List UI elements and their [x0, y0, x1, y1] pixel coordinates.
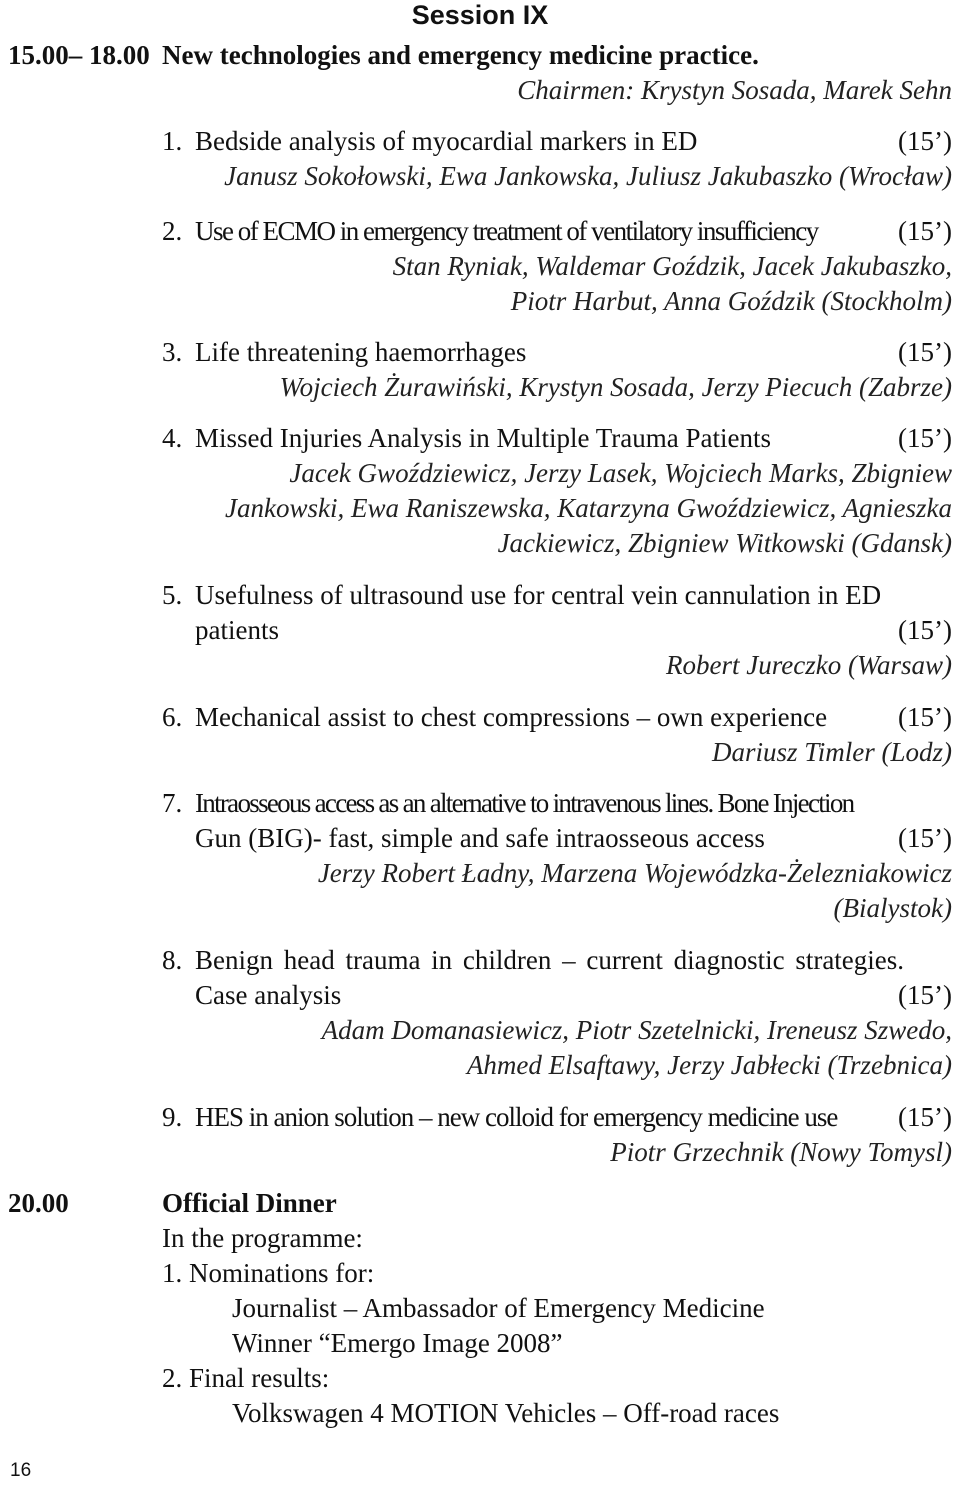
- talk-title: Bedside analysis of myocardial markers in ED: [195, 126, 698, 156]
- page-number: 16: [10, 1460, 32, 1481]
- talk-authors: (Bialystok): [833, 893, 952, 923]
- talk-authors: Wojciech Żurawiński, Krystyn Sosada, Jerzy Piecuch (Zabrze): [279, 372, 952, 402]
- session-time: 15.00– 18.00: [8, 40, 150, 70]
- session-topic: New technologies and emergency medicine practice.: [162, 40, 759, 70]
- talk-title: Life threatening haemorrhages: [195, 337, 527, 367]
- talk-authors: Dariusz Timler (Lodz): [711, 737, 952, 767]
- dinner-item-label: 2. Final results:: [162, 1363, 330, 1393]
- talk-duration: (15’): [898, 823, 952, 853]
- talk-title: Gun (BIG)- fast, simple and safe intraosseous access: [195, 823, 765, 853]
- talk-authors: Jackiewicz, Zbigniew Witkowski (Gdansk): [497, 528, 952, 558]
- session-title: Session IX: [411, 0, 549, 30]
- dinner-item-line: Volkswagen 4 MOTION Vehicles – Off-road races: [232, 1398, 780, 1428]
- talk-duration: (15’): [898, 126, 952, 156]
- talk-title: patients: [195, 615, 279, 645]
- dinner-intro: In the programme:: [162, 1223, 363, 1253]
- chairmen: Chairmen: Krystyn Sosada, Marek Sehn: [517, 75, 952, 105]
- talk-number: 6.: [162, 702, 183, 732]
- dinner-item-label: 1. Nominations for:: [162, 1258, 375, 1288]
- talk-authors: Ahmed Elsaftawy, Jerzy Jabłecki (Trzebnica): [466, 1050, 952, 1080]
- talk-authors: Adam Domanasiewicz, Piotr Szetelnicki, Ireneusz Szwedo,: [321, 1015, 952, 1045]
- talk-duration: (15’): [898, 216, 952, 246]
- talk-title: Usefulness of ultrasound use for central vein cannulation in ED: [195, 580, 882, 610]
- talk-title: Missed Injuries Analysis in Multiple Trauma Patients: [195, 423, 772, 453]
- talk-number: 1.: [162, 126, 183, 156]
- talk-authors: Piotr Grzechnik (Nowy Tomysl): [610, 1137, 952, 1167]
- talk-number: 2.: [162, 216, 183, 246]
- talk-title: Mechanical assist to chest compressions – own experience: [195, 702, 828, 732]
- talk-duration: (15’): [898, 615, 952, 645]
- talk-title: HES in anion solution – new colloid for emergency medicine use: [195, 1102, 838, 1132]
- dinner-item-line: Journalist – Ambassador of Emergency Medicine: [232, 1293, 765, 1323]
- dinner-time: 20.00: [8, 1188, 69, 1218]
- talk-authors: Piotr Harbut, Anna Goździk (Stockholm): [510, 286, 952, 316]
- talk-authors: Jerzy Robert Ładny, Marzena Wojewódzka-Żelezniakowicz: [317, 858, 952, 888]
- dinner-title: Official Dinner: [162, 1188, 337, 1218]
- talk-duration: (15’): [898, 337, 952, 367]
- talk-title: Benign head trauma in children – current diagnostic strategies.: [195, 945, 905, 975]
- talk-number: 4.: [162, 423, 183, 453]
- talk-duration: (15’): [898, 1102, 952, 1132]
- talk-number: 7.: [162, 788, 183, 818]
- dinner-item-line: Winner “Emergo Image 2008”: [232, 1328, 563, 1358]
- talk-title: Case analysis: [195, 980, 342, 1010]
- talk-number: 3.: [162, 337, 183, 367]
- talk-title: Use of ECMO in emergency treatment of ventilatory insufficiency: [195, 216, 818, 246]
- talk-number: 9.: [162, 1102, 183, 1132]
- talk-duration: (15’): [898, 423, 952, 453]
- talk-authors: Jacek Gwoździewicz, Jerzy Lasek, Wojciech Marks, Zbigniew: [289, 458, 952, 488]
- talk-duration: (15’): [898, 980, 952, 1010]
- talk-authors: Robert Jureczko (Warsaw): [666, 650, 952, 680]
- talk-number: 5.: [162, 580, 183, 610]
- talk-title: Intraosseous access as an alternative to intravenous lines. Bone Injection: [195, 788, 854, 818]
- talk-number: 8.: [162, 945, 183, 975]
- talk-duration: (15’): [898, 702, 952, 732]
- talk-authors: Stan Ryniak, Waldemar Goździk, Jacek Jakubaszko,: [392, 251, 952, 281]
- talk-authors: Janusz Sokołowski, Ewa Jankowska, Juliusz Jakubaszko (Wrocław): [224, 161, 952, 191]
- talk-authors: Jankowski, Ewa Raniszewska, Katarzyna Gwoździewicz, Agnieszka: [225, 493, 952, 523]
